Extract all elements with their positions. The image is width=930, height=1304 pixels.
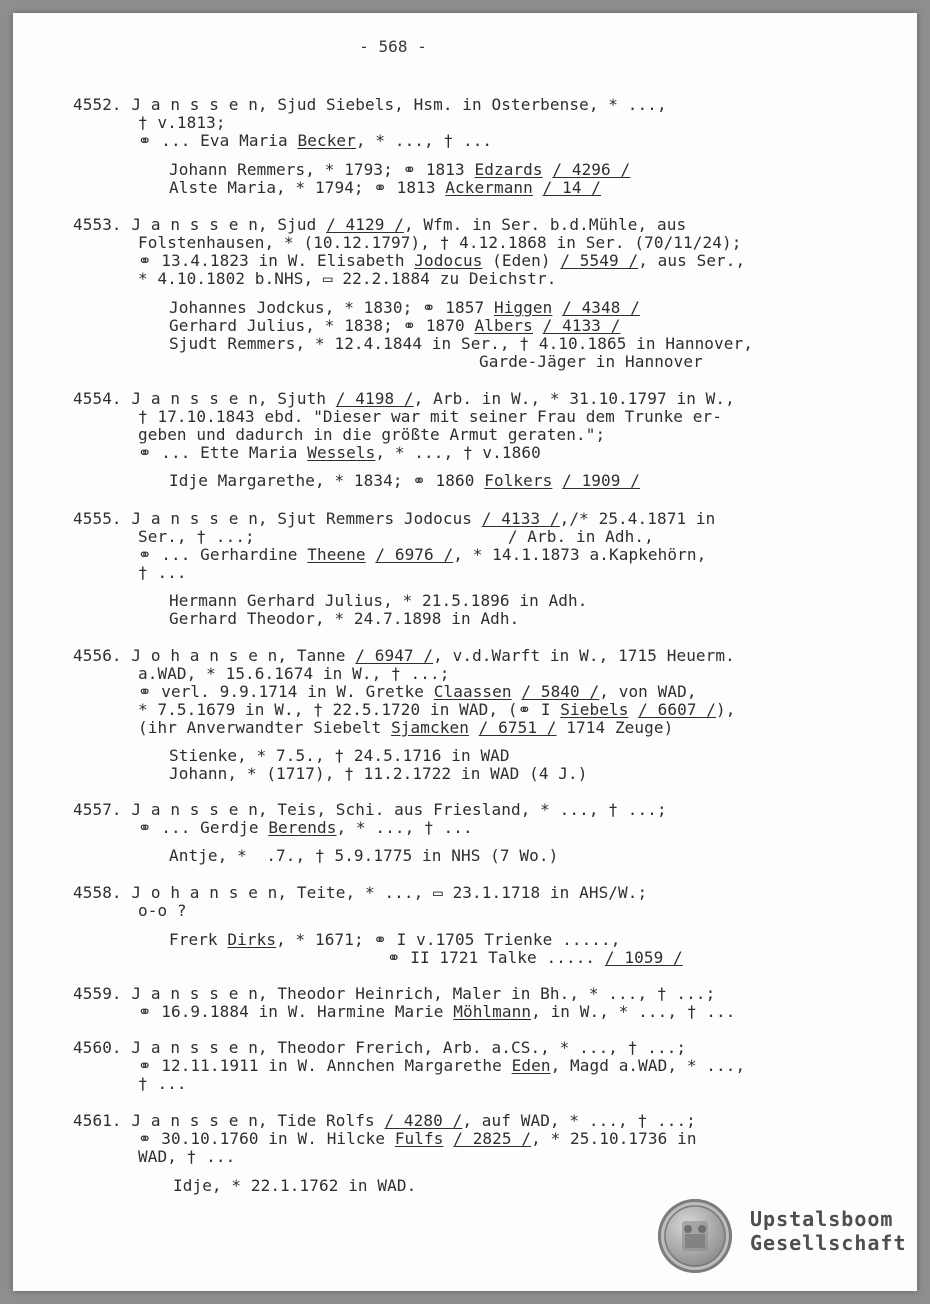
underlined-text: Theene: [307, 545, 366, 564]
text-line: [169, 765, 588, 783]
text-line: [138, 444, 541, 462]
text-line: [138, 1075, 187, 1093]
text-line: [138, 114, 226, 132]
text-line: [173, 1177, 416, 1195]
text-line: [138, 665, 449, 683]
text-segment: Hermann Gerhard Julius, * 21.5.1896 in Adh.: [169, 591, 588, 610]
underlined-text: Folkers: [484, 471, 553, 490]
text-segment: Garde-Jäger in Hannover: [479, 352, 703, 371]
text-segment: , * 14.1.1873 a.Kapkehörn,: [453, 545, 707, 564]
underlined-text: Wessels: [307, 443, 376, 462]
text-line: [73, 96, 667, 114]
text-line: [138, 683, 697, 701]
underlined-text: Higgen: [493, 298, 553, 317]
text-segment: Johannes Jodckus, * 1830; ⚭ 1857: [169, 298, 494, 317]
page-number: - 568 -: [359, 37, 427, 56]
text-segment: 4561. J a n s s e n, Tide Rolfs: [73, 1111, 385, 1130]
text-segment: ⚭ 16.9.1884 in W. Harmine Marie: [138, 1002, 454, 1021]
text-line: [138, 546, 706, 564]
underlined-text: / 1909 /: [562, 471, 640, 490]
text-segment: Sjudt Remmers, * 12.4.1844 in Ser., † 4.10.1865 in Hannover,: [169, 334, 753, 353]
text-segment: 4558. J o h a n s e n, Teite, * ..., ▭ 23.1.1718 in AHS/W.;: [73, 883, 648, 902]
text-segment: ⚭ ... Gerdje: [138, 818, 269, 837]
text-segment: ⚭ ... Ette Maria: [138, 443, 308, 462]
text-line: [387, 949, 683, 967]
text-segment: ),: [716, 700, 736, 719]
text-segment: 4554. J a n s s e n, Sjuth: [73, 389, 336, 408]
text-segment: geben und dadurch in die größte Armut geraten.";: [138, 425, 606, 444]
text-line: [138, 1130, 697, 1148]
text-segment: Ser., † ...; / Arb. in Adh.,: [138, 527, 654, 546]
text-segment: ⚭ verl. 9.9.1714 in W. Gretke: [138, 682, 434, 701]
text-line: [73, 884, 647, 902]
underlined-text: Ackermann: [445, 178, 533, 197]
underlined-text: / 4198 /: [335, 389, 414, 408]
underlined-text: / 6607 /: [638, 700, 717, 719]
text-line: [138, 1148, 235, 1166]
text-segment: [469, 718, 479, 737]
underlined-text: / 4133 /: [481, 509, 560, 528]
underlined-text: Edzards: [474, 160, 543, 179]
text-segment: * 4.10.1802 b.NHS, ▭ 22.2.1884 zu Deichstr.: [138, 269, 557, 288]
text-segment: [444, 1129, 454, 1148]
underlined-text: / 4133 /: [542, 316, 621, 335]
logo-line-2: Gesellschaft: [750, 1231, 907, 1255]
underlined-text: Berends: [268, 818, 337, 837]
text-segment: ⚭ 12.11.1911 in W. Annchen Margarethe: [138, 1056, 512, 1075]
text-line: [169, 931, 621, 949]
text-line: [73, 510, 715, 528]
text-segment: , Arb. in W., * 31.10.1797 in W.,: [413, 389, 735, 408]
seal-icon: [658, 1199, 732, 1273]
text-segment: Frerk: [169, 930, 228, 949]
text-segment: , in W., * ..., † ...: [531, 1002, 736, 1021]
text-segment: Gerhard Theodor, * 24.7.1898 in Adh.: [169, 609, 520, 628]
text-segment: Johann Remmers, * 1793; ⚭ 1813: [169, 160, 475, 179]
text-segment: 4557. J a n s s e n, Teis, Schi. aus Friesland, * ..., † ...;: [73, 800, 667, 819]
underlined-text: / 5549 /: [560, 251, 639, 270]
underlined-text: / 4348 /: [562, 298, 640, 317]
text-segment: [552, 298, 562, 317]
text-line: [169, 335, 753, 353]
text-segment: Stienke, * 7.5., † 24.5.1716 in WAD: [169, 746, 510, 765]
underlined-text: Dirks: [227, 930, 277, 949]
text-segment: (Eden): [482, 251, 561, 270]
text-segment: o-o ?: [138, 901, 187, 920]
underlined-text: / 6976 /: [375, 545, 454, 564]
text-segment: , Magd a.WAD, * ...,: [550, 1056, 746, 1075]
underlined-text: / 14 /: [542, 178, 602, 197]
text-line: [169, 592, 588, 610]
document-page: [13, 13, 917, 1291]
text-segment: (ihr Anverwandter Siebelt: [138, 718, 392, 737]
text-segment: 4553. J a n s s e n, Sjud: [73, 215, 327, 234]
text-line: [138, 1057, 745, 1075]
text-segment: , Wfm. in Ser. b.d.Mühle, aus: [403, 215, 687, 234]
text-line: [138, 252, 745, 270]
text-segment: 4555. J a n s s e n, Sjut Remmers Jodocus: [73, 509, 482, 528]
text-segment: , v.d.Warft in W., 1715 Heuerm.: [433, 646, 735, 665]
society-logo: [658, 1199, 908, 1279]
text-line: [73, 1112, 696, 1130]
underlined-text: Sjamcken: [391, 718, 469, 737]
text-segment: ⚭ 13.4.1823 in W. Elisabeth: [138, 251, 415, 270]
text-line: [138, 902, 187, 920]
underlined-text: / 6751 /: [478, 718, 557, 737]
text-line: [73, 1039, 686, 1057]
text-segment: ⚭ 30.10.1760 in W. Hilcke: [138, 1129, 395, 1148]
text-segment: , * ..., † ...: [336, 818, 473, 837]
text-segment: ⚭ ... Gerhardine: [138, 545, 308, 564]
logo-line-1: Upstalsboom: [750, 1207, 894, 1231]
text-segment: 1714 Zeuge): [556, 718, 674, 737]
text-segment: † ...: [138, 1074, 187, 1093]
underlined-text: / 5840 /: [521, 682, 600, 701]
text-segment: [366, 545, 376, 564]
text-line: [169, 317, 621, 335]
text-segment: † 17.10.1843 ebd. "Dieser war mit seiner Frau dem Trunke er-: [138, 407, 722, 426]
text-line: [73, 985, 715, 1003]
underlined-text: / 4280 /: [384, 1111, 463, 1130]
text-segment: ⚭ II 1721 Talke .....: [387, 948, 605, 967]
text-segment: [512, 682, 522, 701]
text-segment: [543, 160, 553, 179]
text-line: [169, 299, 640, 317]
text-segment: a.WAD, * 15.6.1674 in W., † ...;: [138, 664, 450, 683]
text-line: [138, 564, 187, 582]
underlined-text: Fulfs: [394, 1129, 444, 1148]
text-segment: , von WAD,: [599, 682, 697, 701]
text-line: [169, 610, 519, 628]
text-line: [169, 747, 510, 765]
text-segment: Johann, * (1717), † 11.2.1722 in WAD (4 J.): [169, 764, 588, 783]
text-line: [73, 390, 735, 408]
text-segment: Alste Maria, * 1794; ⚭ 1813: [169, 178, 446, 197]
text-segment: WAD, † ...: [138, 1147, 236, 1166]
underlined-text: Eden: [511, 1056, 551, 1075]
text-segment: [552, 471, 562, 490]
text-segment: ,/* 25.4.1871 in: [559, 509, 716, 528]
underlined-text: Becker: [297, 131, 356, 150]
text-line: [138, 270, 557, 288]
text-segment: [628, 700, 638, 719]
underlined-text: / 4129 /: [326, 215, 404, 234]
text-line: [138, 528, 654, 546]
text-segment: 4560. J a n s s e n, Theodor Frerich, Arb. a.CS., * ..., † ...;: [73, 1038, 687, 1057]
text-line: [138, 1003, 736, 1021]
text-line: [169, 847, 558, 865]
text-segment: 4552. J a n s s e n, Sjud Siebels, Hsm. in Osterbense, * ...,: [73, 95, 667, 114]
text-segment: [533, 316, 543, 335]
underlined-text: / 2825 /: [453, 1129, 532, 1148]
text-segment: ⚭ ... Eva Maria: [138, 131, 298, 150]
text-segment: [533, 178, 543, 197]
logo-text: [750, 1207, 907, 1255]
text-segment: † v.1813;: [138, 113, 226, 132]
text-segment: , aus Ser.,: [638, 251, 746, 270]
underlined-text: Albers: [474, 316, 533, 335]
text-segment: 4559. J a n s s e n, Theodor Heinrich, Maler in Bh., * ..., † ...;: [73, 984, 716, 1003]
text-line: [138, 719, 673, 737]
text-line: [138, 234, 741, 252]
text-segment: Antje, * .7., † 5.9.1775 in NHS (7 Wo.): [169, 846, 559, 865]
text-line: [138, 426, 605, 444]
text-line: [138, 819, 473, 837]
text-segment: , * ..., † v.1860: [375, 443, 541, 462]
underlined-text: Jodocus: [414, 251, 483, 270]
text-segment: , auf WAD, * ..., † ...;: [462, 1111, 696, 1130]
underlined-text: Möhlmann: [453, 1002, 532, 1021]
text-line: [138, 701, 736, 719]
text-line: [479, 353, 703, 371]
text-segment: 4556. J o h a n s e n, Tanne: [73, 646, 356, 665]
text-segment: † ...: [138, 563, 187, 582]
text-line: [138, 132, 492, 150]
text-segment: Idje Margarethe, * 1834; ⚭ 1860: [169, 471, 485, 490]
text-line: [169, 161, 630, 179]
document-frame: [13, 13, 917, 1291]
text-segment: Gerhard Julius, * 1838; ⚭ 1870: [169, 316, 475, 335]
text-segment: , * ..., † ...: [355, 131, 493, 150]
text-segment: * 7.5.1679 in W., † 22.5.1720 in WAD, (⚭ I: [138, 700, 561, 719]
underlined-text: / 1059 /: [604, 948, 683, 967]
text-segment: , * 25.10.1736 in: [531, 1129, 697, 1148]
text-line: [73, 216, 686, 234]
text-segment: Folstenhausen, * (10.12.1797), † 4.12.1868 in Ser. (70/11/24);: [138, 233, 742, 252]
text-line: [169, 179, 601, 197]
text-segment: , * 1671; ⚭ I v.1705 Trienke .....,: [276, 930, 621, 949]
underlined-text: Claassen: [433, 682, 512, 701]
underlined-text: Siebels: [560, 700, 629, 719]
text-line: [169, 472, 640, 490]
text-segment: Idje, * 22.1.1762 in WAD.: [173, 1176, 417, 1195]
text-line: [73, 647, 735, 665]
underlined-text: / 6947 /: [355, 646, 434, 665]
underlined-text: / 4296 /: [552, 160, 631, 179]
text-line: [73, 801, 667, 819]
text-line: [138, 408, 722, 426]
